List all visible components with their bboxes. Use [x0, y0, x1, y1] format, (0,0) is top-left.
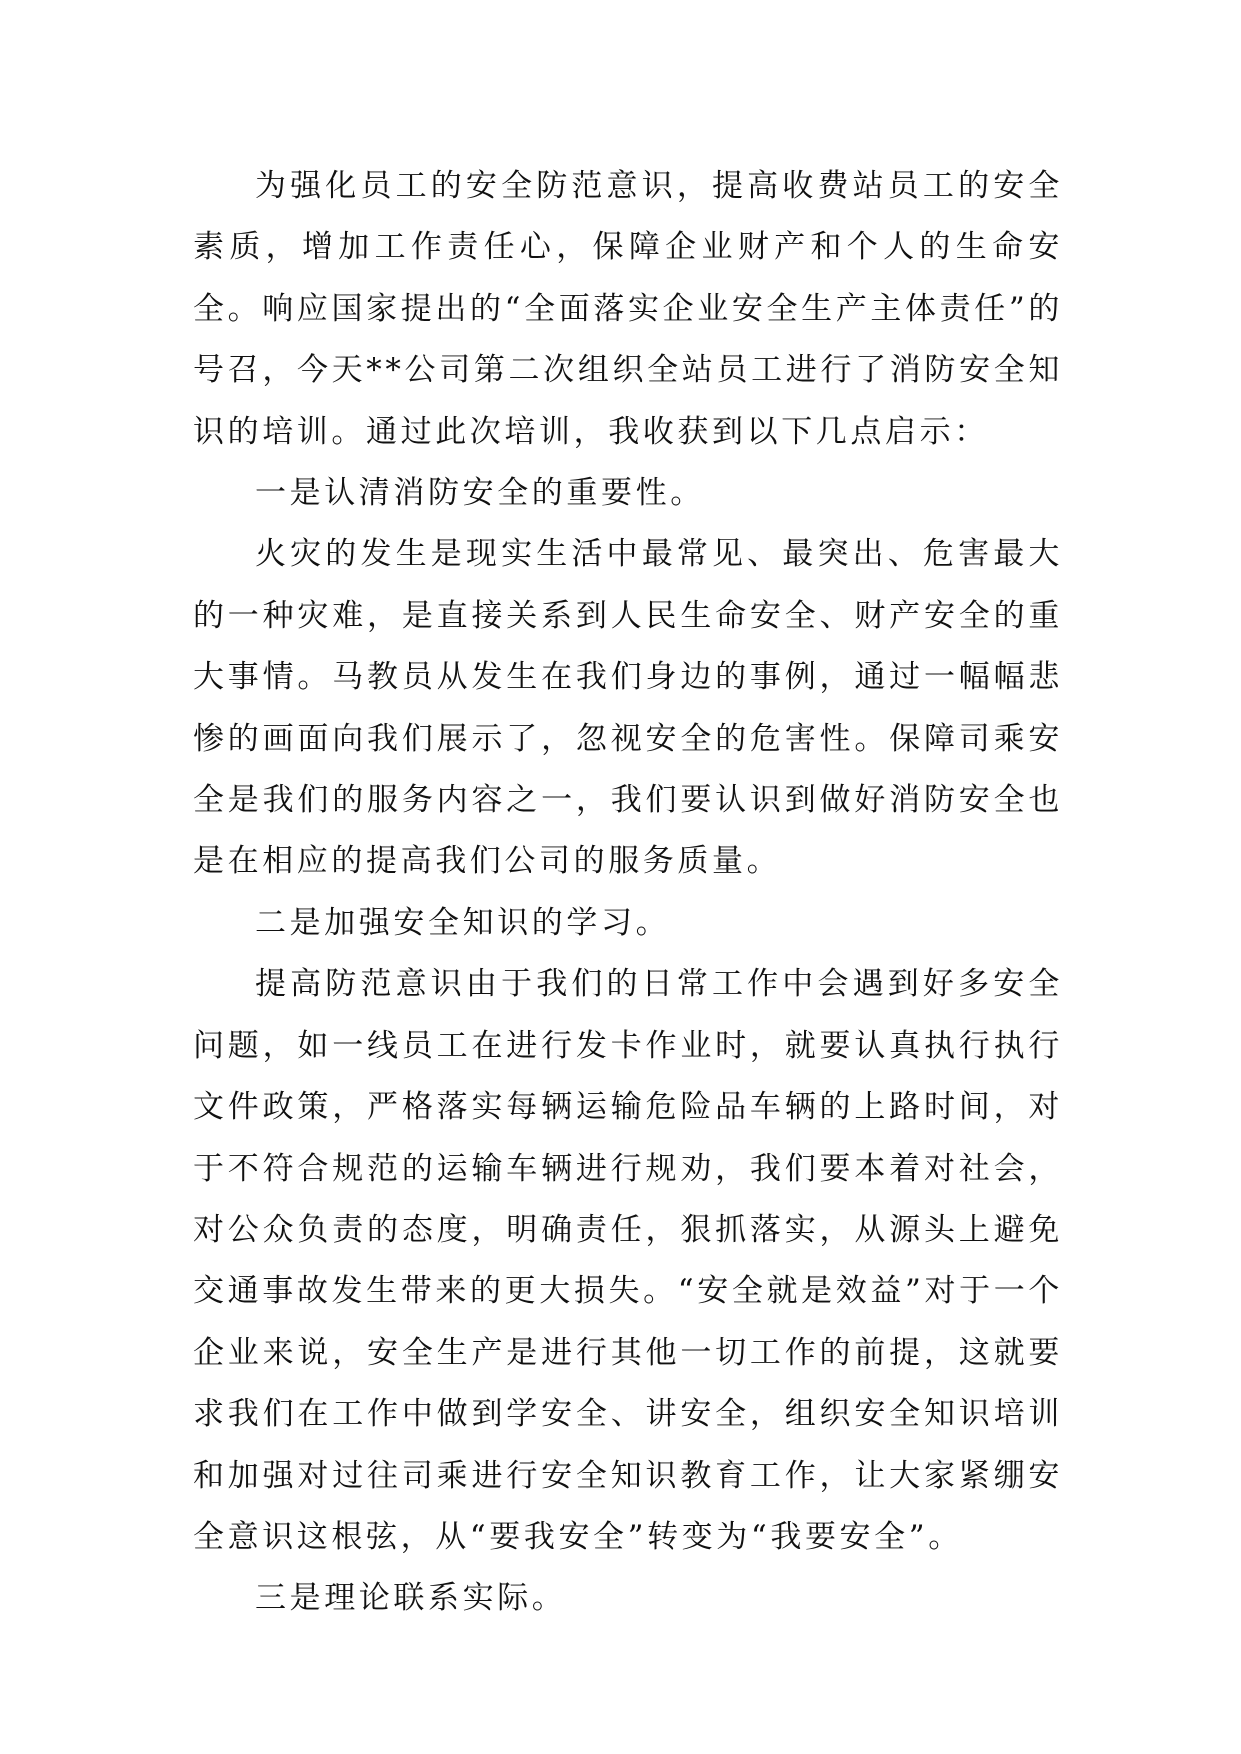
- paragraph-point-one: 火灾的发生是现实生活中最常见、最突出、危害最大的一种灾难，是直接关系到人民生命安全、财产安全的重大事情。马教员从发生在我们身边的事例，通过一幅幅悲惨的画面向我们展示了，忽视安全的危害性。保障司乘安全是我们的服务内容之一，我们要认识到做好消防安全也是在相应的提高我们公司的服务质量。: [193, 536, 1063, 880]
- paragraph-point-two: 提高防范意识由于我们的日常工作中会遇到好多安全问题，如一线员工在进行发卡作业时，就要认真执行执行文件政策，严格落实每辆运输危险品车辆的上路时间，对于不符合规范的运输车辆进行规劝，我们要本着对社会，对公众负责的态度，明确责任，狠抓落实，从源头上避免交通事故发生带来的更大损失。“安全就是效益”对于一个企业来说，安全生产是进行其他一切工作的前提，这就要求我们在工作中做到学安全、讲安全，组织安全知识培训和加强对过往司乘进行安全知识教育工作，让大家紧绷安全意识这根弦，从“要我安全”转变为“我要安全”。: [193, 966, 1063, 1555]
- heading-point-two: 二是加强安全知识的学习。: [255, 904, 671, 941]
- paragraph-intro: 为强化员工的安全防范意识，提高收费站员工的安全素质，增加工作责任心，保障企业财产和个人的生命安全。响应国家提出的“全面落实企业安全生产主体责任”的号召，今天**公司第二次组织全站员工进行了消防安全知识的培训。通过此次培训，我收获到以下几点启示：: [193, 168, 1063, 450]
- heading-point-three: 三是理论联系实际。: [255, 1580, 567, 1617]
- heading-point-one: 一是认清消防安全的重要性。: [255, 475, 705, 512]
- document-body: [193, 156, 1063, 1630]
